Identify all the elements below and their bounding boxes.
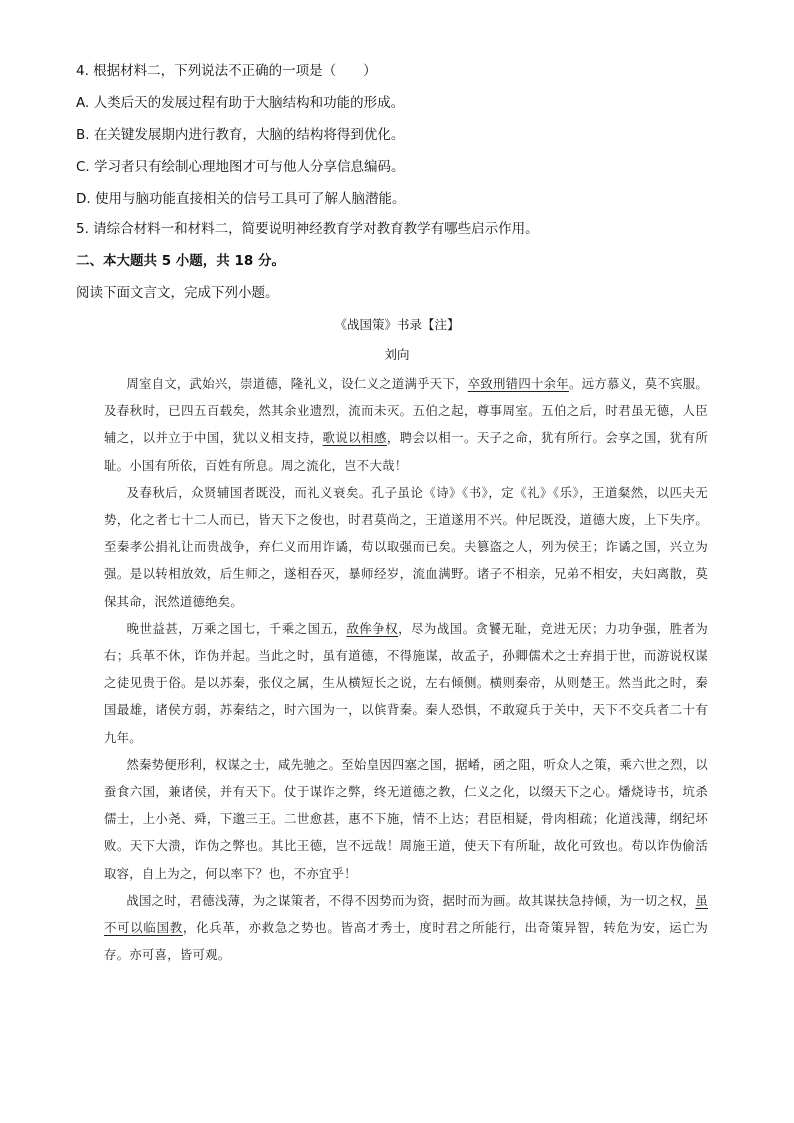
paragraph-3: 晚世益甚，万乘之国七，千乘之国五，敌侔争权，尽为战国。贪饕无耻，竞进无厌；力功争强，胜者为右；兵革不休，诈伪并起。当此之时，虽有道德，不得施谋，故孟子，孙卿儒术之士弃捐于世，而游说权谋之徒见贵于俗。是以苏秦，张仪之属，生从横短长之说，左右倾侧。横则秦帝，从则楚王。然当此之时，秦国最雄，诸侯方弱，苏秦结之，时六国为一，以傧背秦。秦人恐惧，不敢窥兵于关中，天下不交兵者二十有九年。 (104, 620, 709, 745)
section-heading: 二、本大题共 5 小题，共 18 分。 (76, 253, 285, 269)
question-4: 4. 根据材料二，下列说法不正确的一项是（ ） (76, 63, 377, 79)
paragraph-5: 战国之时，君德浅薄，为之谋策者，不得不因势而为资，据时而为画。故其谋扶急持倾，为一切之权，虽不可以临国教，化兵革，亦救急之势也。皆高才秀士，度时君之所能行，出奇策异智，转危为安，运亡为存。亦可喜，皆可观。 (104, 892, 709, 963)
section-instruction: 阅读下面文言文，完成下列小题。 (76, 285, 279, 301)
article-title: 《战国策》书录【注】 (334, 317, 460, 332)
underlined-phrase: 卒致刑错四十余年 (467, 376, 569, 391)
underlined-phrase: 敌侔争权 (346, 620, 399, 636)
underlined-phrase: 虽不可以临国教 (104, 892, 708, 936)
paragraph-4: 然秦势便形利，权谋之士，咸先驰之。至始皇因四塞之国，据崤，函之阻，听众人之策，乘六世之烈，以蚕食六国，兼诸侯，并有天下。仗于谋诈之弊，终无道德之教，仁义之化，以缀天下之心。燔烧诗书，坑杀儒士，上小尧、舜，下邈三王。二世愈甚，惠不下施，情不上达；君臣相疑，骨肉相疏；化道浅薄，纲纪坏败。天下大溃，诈伪之弊也。其比王德，岂不远哉！周施王道，使天下有所耻，故化可致也。苟以诈伪偷活取容，自上为之，何以率下？也，不亦宜乎！ (104, 756, 708, 881)
article-body (104, 370, 708, 968)
option-c: C. 学习者只有绘制心理地图才可与他人分享信息编码。 (76, 159, 405, 175)
option-a: A. 人类后天的发展过程有助于大脑结构和功能的形成。 (76, 95, 405, 111)
article-author: 刘向 (384, 347, 410, 362)
option-d: D. 使用与脑功能直接相关的信号工具可了解人脑潜能。 (76, 191, 406, 207)
paragraph-1: 周室自文，武始兴，崇道德，隆礼义，设仁义之道满乎天下，卒致刑错四十余年。远方慕义，莫不宾服。及春秋时，已四五百载矣，然其余业遗烈，流而未灭。五伯之起，尊事周室。五伯之后，时君虽无德，人臣辅之，以并立于中国，犹以义相支持，歌说以相感，聘会以相一。天子之命，犹有所行。会享之国，犹有所耻。小国有所依，百姓有所息。周之流化，岂不大哉！ (104, 376, 709, 473)
option-b: B. 在关键发展期内进行教育，大脑的结构将得到优化。 (76, 127, 405, 143)
paragraph-2: 及春秋后，众贤辅国者既没，而礼义衰矣。孔子虽论《诗》《书》，定《礼》《乐》，王道粲然，以匹夫无势，化之者七十二人而已，皆天下之俊也，时君莫尚之，王道遂用不兴。仲尼既没，道德大废，上下失序。至秦孝公捐礼让而贵战争，弃仁义而用诈谲，苟以取强而已矣。夫篡盗之人，列为侯王；诈谲之国，兴立为强。是以转相放效，后生师之，遂相吞灭，暴师经岁，流血满野。诸子不相亲，兄弟不相安，夫妇离散，莫保其命，泯然道德绝矣。 (104, 484, 708, 609)
underlined-phrase: 歌说以相感 (322, 430, 387, 446)
question-5: 5. 请综合材料一和材料二，简要说明神经教育学对教育教学有哪些启示作用。 (76, 221, 539, 237)
